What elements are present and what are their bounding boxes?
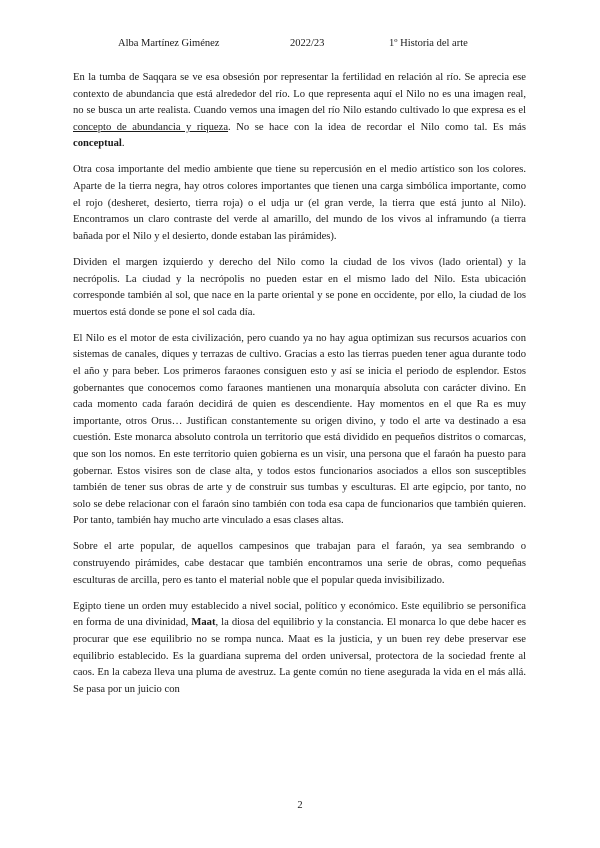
bold-maat: Maat (191, 617, 216, 629)
bold-conceptual: conceptual (73, 138, 122, 150)
page-header (0, 37, 600, 51)
paragraph-5: Sobre el arte popular, de aquellos campesinos que trabajan para el faraón, ya sea sembrando o construyendo pirámides, cabe destacar que también encontramos una serie de obras, como pequeñas esculturas de arcilla, pero es tanto el material noble que el popular queda invisibilizado. (73, 541, 526, 586)
page-number: 2 (297, 800, 303, 811)
paragraph-6-text-b: , la diosa del equilibrio y la constancia. El monarca lo que debe hacer es procurar que ese equilibrio no se rompa nunca. Maat es la justicia, y un buen rey debe preservar ese equilibrio establecido. Es la guardiana suprema del orden universal, protectora de la sociedad frente al caos. En la cabeza lleva una pluma de avestruz. La gente común no tiene asegurada la vida en el más allá. Se pasa por un juicio con (73, 617, 527, 695)
header-year: 2022/23 (290, 38, 325, 49)
paragraph-1-text-a: En la tumba de Saqqara se ve esa obsesión por representar la fertilidad en relación al río. Se aprecia ese contexto de abundancia que está alrededor del río. Lo que representa aquí el Nilo no es una imagen real, no se busca un arte realista. Cuando vemos una imagen del río Nilo estando cultivado lo que expresa es el (73, 72, 526, 117)
paragraph-1-text-b: . No se hace con la idea de recordar el Nilo como tal. Es más (228, 121, 526, 133)
document-body (73, 70, 526, 708)
header-author: Alba Martínez Giménez (118, 38, 220, 49)
paragraph-6-text-a: Egipto tiene un orden muy establecido a nivel social, político y económico. Este equilibrio se personifica en forma de una divinidad, (73, 600, 526, 629)
paragraph-1-text-c: . (121, 138, 125, 150)
header-course: 1º Historia del arte (389, 38, 468, 49)
paragraph-2: Otra cosa importante del medio ambiente que tiene su repercusión en el medio artístico son los colores. Aparte de la tierra negra, hay otros colores importantes que tienen una carga simbólica importante, como el rojo (desheret, desierto, tierra roja) o el udja ur (el gran verde, la tierra que está junto al Nilo). Encontramos un claro contraste del verde al amarillo, del mundo de los vivos al inframundo (a tierra bañada por el Nilo y el desierto, donde estaban las pirámides). (73, 164, 526, 242)
paragraph-6 (73, 599, 526, 699)
underlined-concept: concepto de abundancia y riqueza (73, 121, 229, 133)
paragraph-1 (73, 70, 526, 153)
paragraph-3: Dividen el margen izquierdo y derecho del Nilo como la ciudad de los vivos (lado oriental) y la necrópolis. La ciudad y la necrópolis no pueden estar en el mismo lado del Nilo. Esta ubicación corresponde también al sol, que nace en la parte oriental y se pone en occidente, por ello, la ciudad de los muertos está donde se pone el sol cada día. (73, 256, 526, 318)
paragraph-4: El Nilo es el motor de esta civilización, pero cuando ya no hay agua optimizan sus recursos acuarios con sistemas de canales, diques y terrazas de cultivo. Gracias a esto las tierras pueden tener agua durante todo el año y para beber. Los primeros faraones consiguen esto y así se inicia el periodo de esplendor. Estos gobernantes que conocemos como faraones mantienen una monarquía absoluta con carácter divino. En cada momento cada faraón decidirá de quien es descendiente. Hay momentos en el que Ra es muy importante, otros Orus… Justifican constantemente su origen divino, y todo el arte va destinado a esa cuestión. Este monarca absoluto controla un territorio que está dividido en pequeños distritos o comarcas, que son los nomos. En este territorio quien gobierna es un visir, una persona que el faraón ha puesto para gobernar. Estos visires son de clase alta, y todos estos funcionarios asociados a ellos son susceptibles también de tener sus obras de arte y de construir sus tumbas y esculturas. El arte egipcio, por tanto, no solo se debe relacionar con el faraón sino también con toda esa capa de funcionarios que también quieren. Por tanto, también hay mucho arte vinculado a esas clases altas. (73, 332, 526, 527)
